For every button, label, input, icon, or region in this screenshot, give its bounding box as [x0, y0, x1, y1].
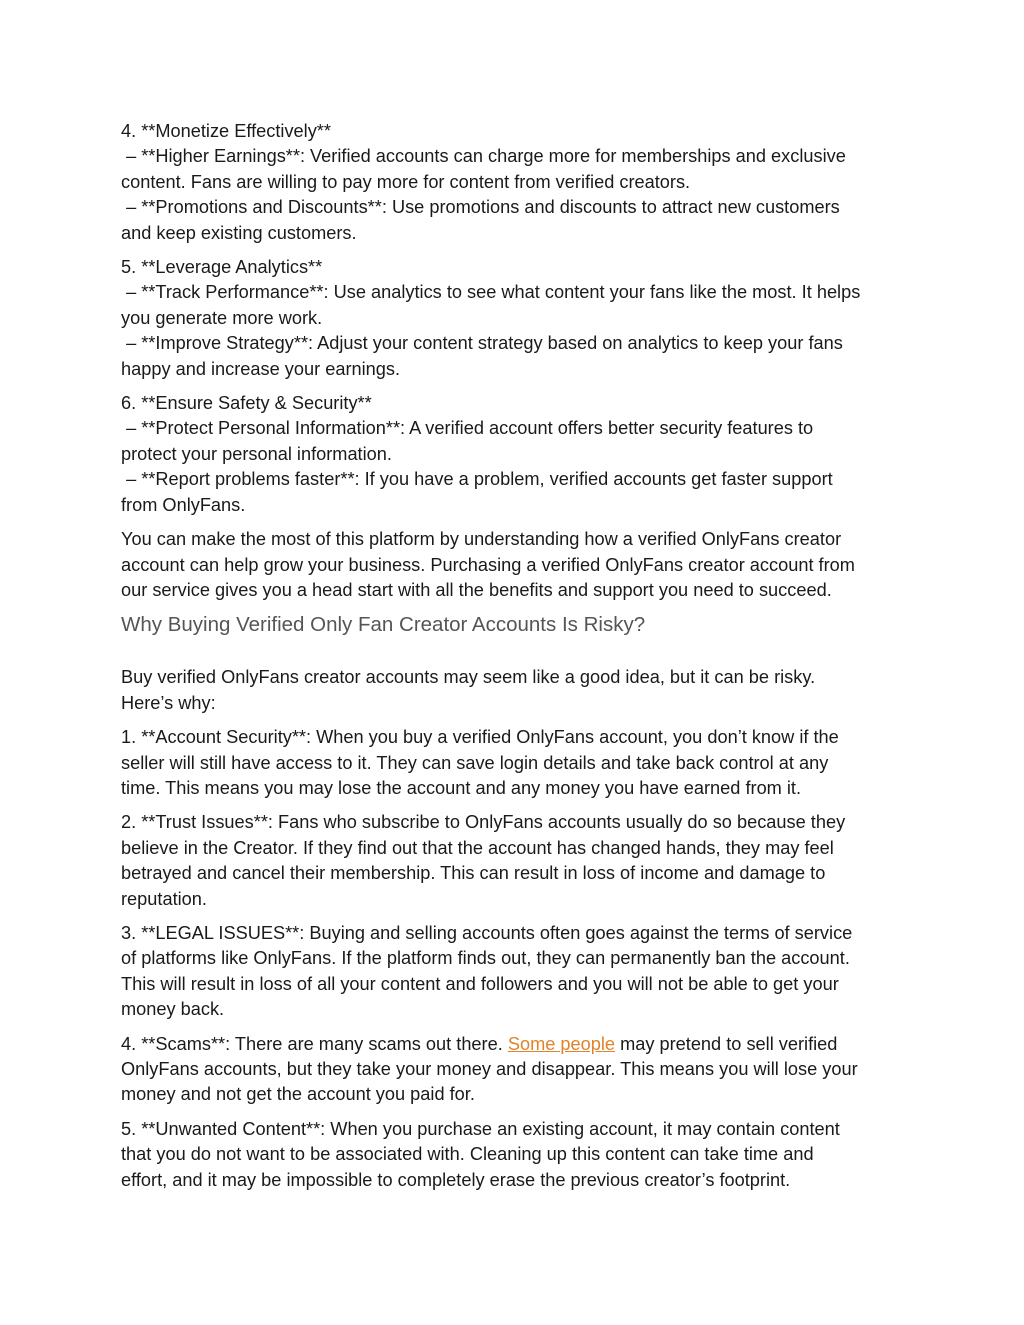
- risk-security-line-1: 1. **Account Security**: When you buy a verified OnlyFans account, you don’t know if the: [121, 727, 839, 748]
- risk-legal-issues: [121, 921, 914, 1023]
- monetize-line-4: and keep existing customers.: [121, 222, 357, 243]
- safety-title: 6. **Ensure Safety & Security**: [121, 393, 372, 414]
- risk-unwanted-line-3: effort, and it may be impossible to completely erase the previous creator’s footprint.: [121, 1169, 791, 1190]
- analytics-line-4: happy and increase your earnings.: [121, 358, 401, 379]
- monetize-line-1: – **Higher Earnings**: Verified accounts can charge more for memberships and exclusive: [121, 146, 846, 167]
- summary-line-2: account can help grow your business. Purchasing a verified OnlyFans creator account from: [121, 554, 855, 575]
- summary-line-3: our service gives you a head start with all the benefits and support you need to succeed.: [121, 579, 832, 600]
- intro-line-1: Buy verified OnlyFans creator accounts may seem like a good idea, but it can be risky.: [121, 667, 816, 688]
- risk-security-line-2: seller will still have access to it. They can save login details and take back control at any: [121, 752, 829, 773]
- monetize-line-3: – **Promotions and Discounts**: Use promotions and discounts to attract new customers: [121, 197, 840, 218]
- safety-section: [121, 391, 914, 518]
- section-heading: Why Buying Verified Only Fan Creator Accounts Is Risky?: [121, 613, 646, 637]
- monetize-title: 4. **Monetize Effectively**: [121, 121, 331, 141]
- risk-scams-line-1-end: may pretend to sell verified: [615, 1033, 838, 1054]
- risk-trust-line-1: 2. **Trust Issues**: Fans who subscribe to OnlyFans accounts usually do so because they: [121, 812, 846, 833]
- analytics-title: 5. **Leverage Analytics**: [121, 257, 323, 278]
- risk-legal-line-2: of platforms like OnlyFans. If the platform finds out, they can permanently ban the account.: [121, 948, 850, 969]
- intro-line-2: Here’s why:: [121, 692, 216, 713]
- risk-security-line-3: time. This means you may lose the account and any money you have earned from it.: [121, 777, 802, 798]
- risk-trust-line-3: betrayed and cancel their membership. This can result in loss of income and damage to: [121, 863, 826, 884]
- risk-legal-line-3: This will result in loss of all your content and followers and you will not be able to get your: [121, 973, 839, 994]
- risk-scams-line-1: [121, 1032, 914, 1057]
- monetize-line-2: content. Fans are willing to pay more for content from verified creators.: [121, 171, 691, 192]
- analytics-line-3: – **Improve Strategy**: Adjust your content strategy based on analytics to keep your fans: [121, 333, 843, 354]
- summary-line-1: You can make the most of this platform by understanding how a verified OnlyFans creator: [121, 529, 842, 550]
- risk-trust-line-4: reputation.: [121, 888, 207, 909]
- risk-trust-issues: [121, 810, 914, 912]
- analytics-line-1: – **Track Performance**: Use analytics to see what content your fans like the most. It helps: [121, 282, 861, 303]
- some-people-link[interactable]: Some people: [507, 1033, 616, 1054]
- risk-scams-line-1-start: 4. **Scams**: There are many scams out there.: [121, 1033, 508, 1054]
- risk-legal-line-4: money back.: [121, 999, 225, 1020]
- analytics-section: [121, 255, 914, 382]
- risk-legal-line-1: 3. **LEGAL ISSUES**: Buying and selling accounts often goes against the terms of service: [121, 922, 853, 943]
- monetize-section: [121, 119, 914, 246]
- safety-line-3: – **Report problems faster**: If you have a problem, verified accounts get faster support: [121, 469, 833, 490]
- analytics-line-2: you generate more work.: [121, 307, 323, 328]
- risk-scams-line-2: OnlyFans accounts, but they take your money and disappear. This means you will lose your: [121, 1059, 858, 1079]
- safety-line-4: from OnlyFans.: [121, 494, 246, 515]
- safety-line-1: – **Protect Personal Information**: A verified account offers better security features to: [121, 418, 814, 439]
- summary-paragraph: [121, 527, 914, 603]
- risk-account-security: [121, 725, 914, 801]
- risk-scams: [121, 1032, 914, 1108]
- intro-paragraph: [121, 665, 914, 716]
- risk-scams-line-3: money and not get the account you paid for.: [121, 1084, 475, 1105]
- risk-unwanted-line-2: that you do not want to be associated with. Cleaning up this content can take time and: [121, 1144, 814, 1165]
- risk-trust-line-2: believe in the Creator. If they find out that the account has changed hands, they may feel: [121, 837, 834, 858]
- safety-line-2: protect your personal information.: [121, 443, 392, 464]
- risk-unwanted-line-1: 5. **Unwanted Content**: When you purchase an existing account, it may contain content: [121, 1118, 840, 1139]
- risk-unwanted-content: [121, 1117, 914, 1193]
